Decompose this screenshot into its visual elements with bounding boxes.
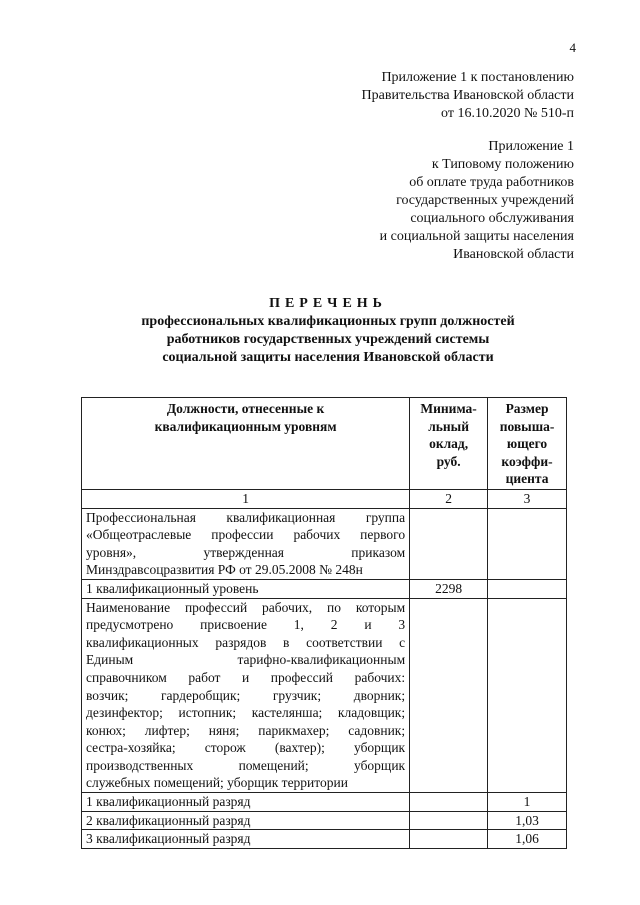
group-title-cell (82, 508, 410, 579)
regulation-appendix-line: и социальной защиты населения (379, 229, 574, 244)
cell-line: справочником работ и профессий рабочих: (86, 669, 406, 685)
column-number: 1 (82, 489, 410, 508)
grade-label: 2 квалификационный разряд (82, 811, 410, 830)
cell-line: служебных помещений; уборщик территории (86, 775, 348, 791)
table-row (82, 793, 567, 812)
decree-appendix-line: от 16.10.2020 № 510-п (441, 106, 574, 121)
empty-cell (488, 508, 567, 579)
table-row (82, 508, 567, 579)
cell-line: производственных помещений; уборщик (86, 757, 406, 773)
regulation-appendix-line: Приложение 1 (488, 139, 574, 154)
cell-line: предусмотрено присвоение 1, 2 и 3 (86, 617, 406, 633)
empty-cell (488, 598, 567, 793)
header-line: льный (428, 418, 469, 434)
subtitle-line: работников государственных учреждений системы (166, 332, 490, 347)
cell-line: возчик; гардеробщик; грузчик; дворник; (86, 687, 406, 703)
header-line: циента (505, 471, 549, 487)
header-line: оклад, (429, 436, 469, 452)
header-line: Должности, отнесенные к (166, 401, 325, 416)
cell-line: Минздравсоцразвития РФ от 29.05.2008 № 248н (86, 562, 363, 578)
header-line: ющего (506, 436, 548, 452)
qualification-groups-table (81, 397, 567, 849)
cell-line: Профессиональная квалификационная группа (86, 509, 406, 525)
table-header-row (82, 398, 567, 490)
cell-line: квалификационных разрядов в соответствии с (86, 634, 406, 650)
cell-line: дезинфектор; истопник; кастелянша; кладовщик; (86, 705, 406, 721)
level-label: 1 квалификационный уровень (82, 579, 410, 598)
header-min-salary (410, 398, 488, 490)
table-row (82, 598, 567, 793)
decree-appendix-line: Приложение 1 к постановлению (381, 70, 574, 85)
grade-label: 3 квалификационный разряд (82, 830, 410, 849)
header-line: Размер (505, 401, 549, 416)
header-line: коэффи- (501, 453, 553, 469)
level-salary: 2298 (410, 579, 488, 598)
regulation-appendix-line: об оплате труда работников (409, 175, 574, 190)
regulation-appendix-line: государственных учреждений (396, 193, 574, 208)
column-number: 3 (488, 489, 567, 508)
empty-cell (410, 793, 488, 812)
cell-line: конюх; лифтер; няня; парикмахер; садовник; (86, 722, 406, 738)
grade-coefficient: 1,03 (488, 811, 567, 830)
subtitle-line: профессиональных квалификационных групп должностей (141, 314, 515, 329)
professions-cell (82, 598, 410, 793)
page-number: 4 (569, 40, 576, 55)
header-line: руб. (436, 453, 461, 469)
header-positions (82, 398, 410, 490)
cell-line: уровня», утвержденная приказом (86, 544, 406, 560)
regulation-appendix-line: Ивановской области (453, 247, 574, 262)
regulation-appendix-line: социального обслуживания (410, 211, 574, 226)
empty-cell (410, 508, 488, 579)
document-subtitle (90, 313, 566, 367)
table-row (82, 579, 567, 598)
decree-appendix-note (362, 69, 574, 123)
grade-coefficient: 1 (488, 793, 567, 812)
header-line: квалификационным уровням (154, 418, 337, 434)
cell-line: Наименование профессий рабочих, по которым (86, 599, 406, 615)
document-title: ПЕРЕЧЕНЬ (269, 296, 387, 311)
regulation-appendix-line: к Типовому положению (431, 157, 574, 172)
regulation-appendix-note (380, 138, 574, 264)
column-number: 2 (410, 489, 488, 508)
header-line: повыша- (499, 418, 555, 434)
empty-cell (488, 579, 567, 598)
table-row (82, 830, 567, 849)
empty-cell (410, 811, 488, 830)
empty-cell (410, 598, 488, 793)
cell-line: Единым тарифно-квалификационным (86, 652, 406, 668)
header-coefficient (488, 398, 567, 490)
grade-coefficient: 1,06 (488, 830, 567, 849)
column-number-row (82, 489, 567, 508)
subtitle-line: социальной защиты населения Ивановской области (162, 350, 494, 365)
table-row (82, 811, 567, 830)
header-line: Минима- (420, 401, 477, 416)
grade-label: 1 квалификационный разряд (82, 793, 410, 812)
empty-cell (410, 830, 488, 849)
cell-line: «Общеотраслевые профессии рабочих первого (86, 527, 406, 543)
cell-line: сестра-хозяйка; сторож (вахтер); уборщик (86, 740, 406, 756)
decree-appendix-line: Правительства Ивановской области (361, 88, 574, 103)
